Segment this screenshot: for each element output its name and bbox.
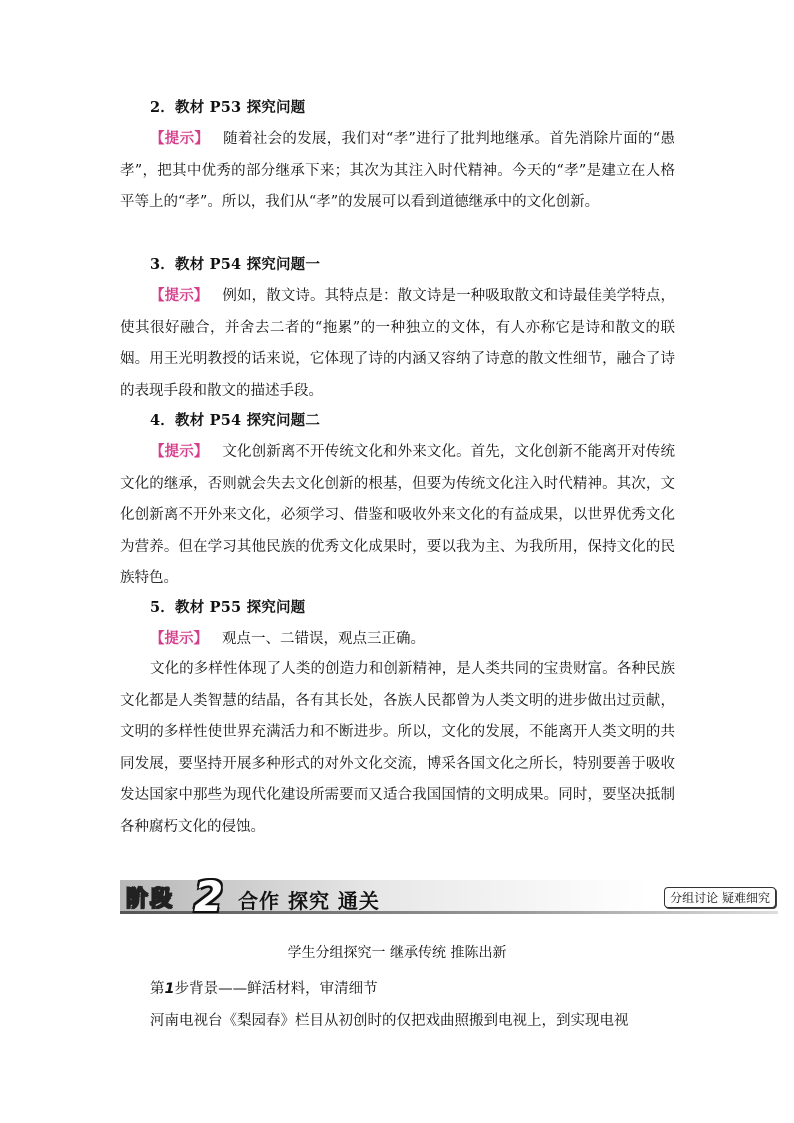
q3-answer-text: 例如，散文诗。其特点是：散文诗是一种吸取散文和诗最佳美学特点，使其很好融合，并舍去二者的“拖累”的一种独立的文体，有人亦称它是诗和散文的联姻。用王光明教授的话来说，它体现了诗的内涵又容纳了诗意的散文性细节，融合了诗的表现手段和散文的描述手段。 bbox=[120, 288, 676, 399]
q2-answer bbox=[120, 123, 675, 219]
q5-heading: 5．教材 P55 探究问题 bbox=[150, 599, 306, 616]
q5-answer-text: 观点一、二错误，观点三正确。 bbox=[222, 631, 425, 647]
q5-explanation: 文化的多样性体现了人类的创造力和创新精神，是人类共同的宝贵财富。各种民族文化都是人类智慧的结晶，各有其长处，各族人民都曾为人类文明的进步做出过贡献，文明的多样性使世界充满活力和不断进步。所以，文化的发展，不能离开人类文明的共同发展，要坚持开展多种形式的对外文化交流，博采各国文化之所长，特别要善于吸收发达国家中那些为现代化建设所需要而又适合我国国情的文明成果。同时，要坚决抵制各种腐朽文化的侵蚀。 bbox=[120, 661, 675, 835]
stage-number: 2 bbox=[194, 872, 224, 921]
tip-label: 【提示】 bbox=[150, 130, 210, 147]
step-prefix: 第 bbox=[150, 981, 165, 997]
stage-banner bbox=[120, 872, 778, 921]
q4-answer bbox=[120, 436, 675, 595]
q2-answer-text: 随着社会的发展，我们对“孝”进行了批判地继承。首先消除片面的“愚孝”，把其中优秀的部分继承下来；其次为其注入时代精神。今天的“孝”是建立在人格平等上的“孝”。所以，我们从“孝”的发展可以看到道德继承中的文化创新。 bbox=[120, 131, 675, 210]
tip-label: 【提示】 bbox=[150, 443, 209, 460]
q3-answer bbox=[120, 280, 675, 407]
q3-heading: 3．教材 P54 探究问题一 bbox=[150, 256, 321, 273]
tip-label: 【提示】 bbox=[150, 287, 209, 304]
material-text: 河南电视台《梨园春》栏目从初创时的仅把戏曲照搬到电视上，到实现电视 bbox=[150, 1013, 629, 1029]
step-number: 1 bbox=[164, 981, 175, 997]
q2-heading: 2．教材 P53 探究问题 bbox=[150, 99, 306, 116]
q5-answer bbox=[120, 623, 675, 656]
q4-heading: 4．教材 P54 探究问题二 bbox=[150, 412, 321, 429]
stage-label: 阶段 bbox=[126, 887, 175, 912]
stage-title: 合作 探究 通关 bbox=[238, 889, 380, 913]
section-subtitle: 学生分组探究一 继承传统 推陈出新 bbox=[287, 945, 507, 961]
tip-label: 【提示】 bbox=[150, 630, 208, 647]
q4-answer-text: 文化创新离不开传统文化和外来文化。首先，文化创新不能离开对传统文化的继承，否则就会失去文化创新的根基，但要为传统文化注入时代精神。其次，文化创新离不开外来文化，必须学习、借鉴和吸收外来文化的有益成果，以世界优秀文化为营养。但在学习其他民族的优秀文化成果时，要以我为主、为我所用，保持文化的民族特色。 bbox=[120, 444, 676, 586]
step-heading bbox=[150, 977, 378, 998]
stage-badge: 分组讨论 疑难细究 bbox=[664, 887, 776, 908]
step-text: 步背景——鲜活材料，审清细节 bbox=[174, 981, 378, 997]
